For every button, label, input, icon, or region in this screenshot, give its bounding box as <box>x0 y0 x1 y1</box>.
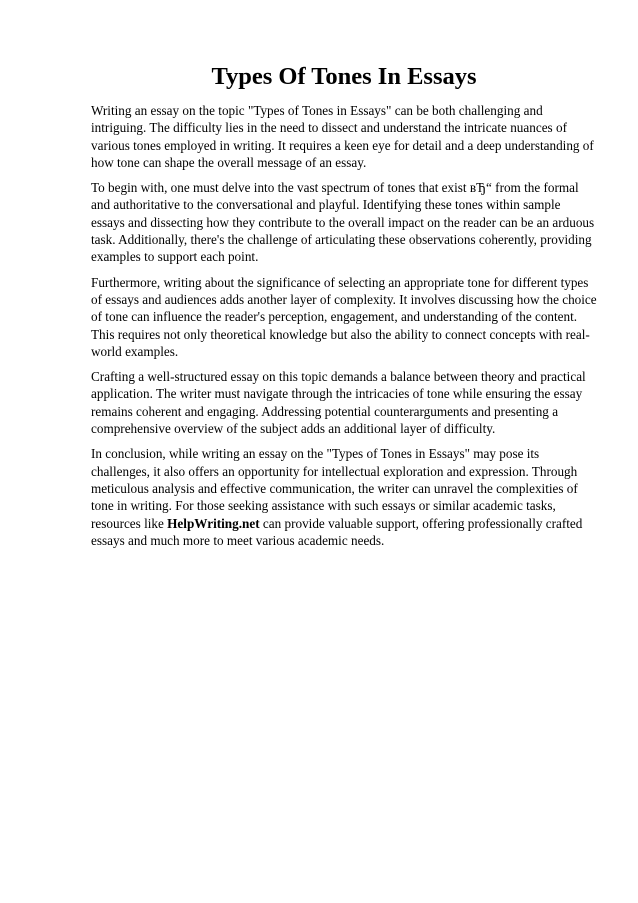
paragraph-crafting: Crafting a well-structured essay on this topic demands a balance between theory and practical application. The writer must navigate through the intricacies of tone while ensuring the essay remains coherent and engaging. Addressing potential counterarguments and presenting a comprehensive overview of the subject adds an additional layer of difficulty. <box>91 369 586 437</box>
paragraph-conclusion <box>91 445 597 549</box>
document-page <box>91 60 597 557</box>
paragraph-spectrum: To begin with, one must delve into the vast spectrum of tones that exist вЂ“ from the formal and authoritative to the conversational and playful. Identifying these tones within sample essays and dissecting how they contribute to the overall impact on the reader can be an arduous task. Additionally, there's the challenge of articulating these observations coherently, providing examples to support each point. <box>91 180 595 265</box>
paragraph-intro: Writing an essay on the topic "Types of Tones in Essays" can be both challenging and intriguing. The difficulty lies in the need to dissect and understand the intricate nuances of various tones employed in writing. It requires a keen eye for detail and a deep understanding of how tone can shape the overall message of an essay. <box>91 103 594 170</box>
helpwriting-link[interactable]: HelpWriting.net <box>167 515 260 531</box>
conclusion-text-after: can provide valuable support, offering professionally crafted essays and much more to meet various academic needs. <box>91 515 583 548</box>
paragraph-significance: Furthermore, writing about the significance of selecting an appropriate tone for different types of essays and audiences adds another layer of complexity. It involves discussing how the choice of tone can influence the reader's perception, engagement, and understanding of the content. This requires not only theoretical knowledge but also the ability to connect concepts with real-world examples. <box>91 274 597 359</box>
document-title: Types Of Tones In Essays <box>211 63 477 90</box>
conclusion-text-before: In conclusion, while writing an essay on the "Types of Tones in Essays" may pose its challenges, it also offers an opportunity for intellectual exploration and expression. Through meticulous analysis and effective communication, the writer can unravel the complexities of tone in writing. For those seeking assistance with such essays or similar academic tasks, resources like <box>91 446 578 531</box>
